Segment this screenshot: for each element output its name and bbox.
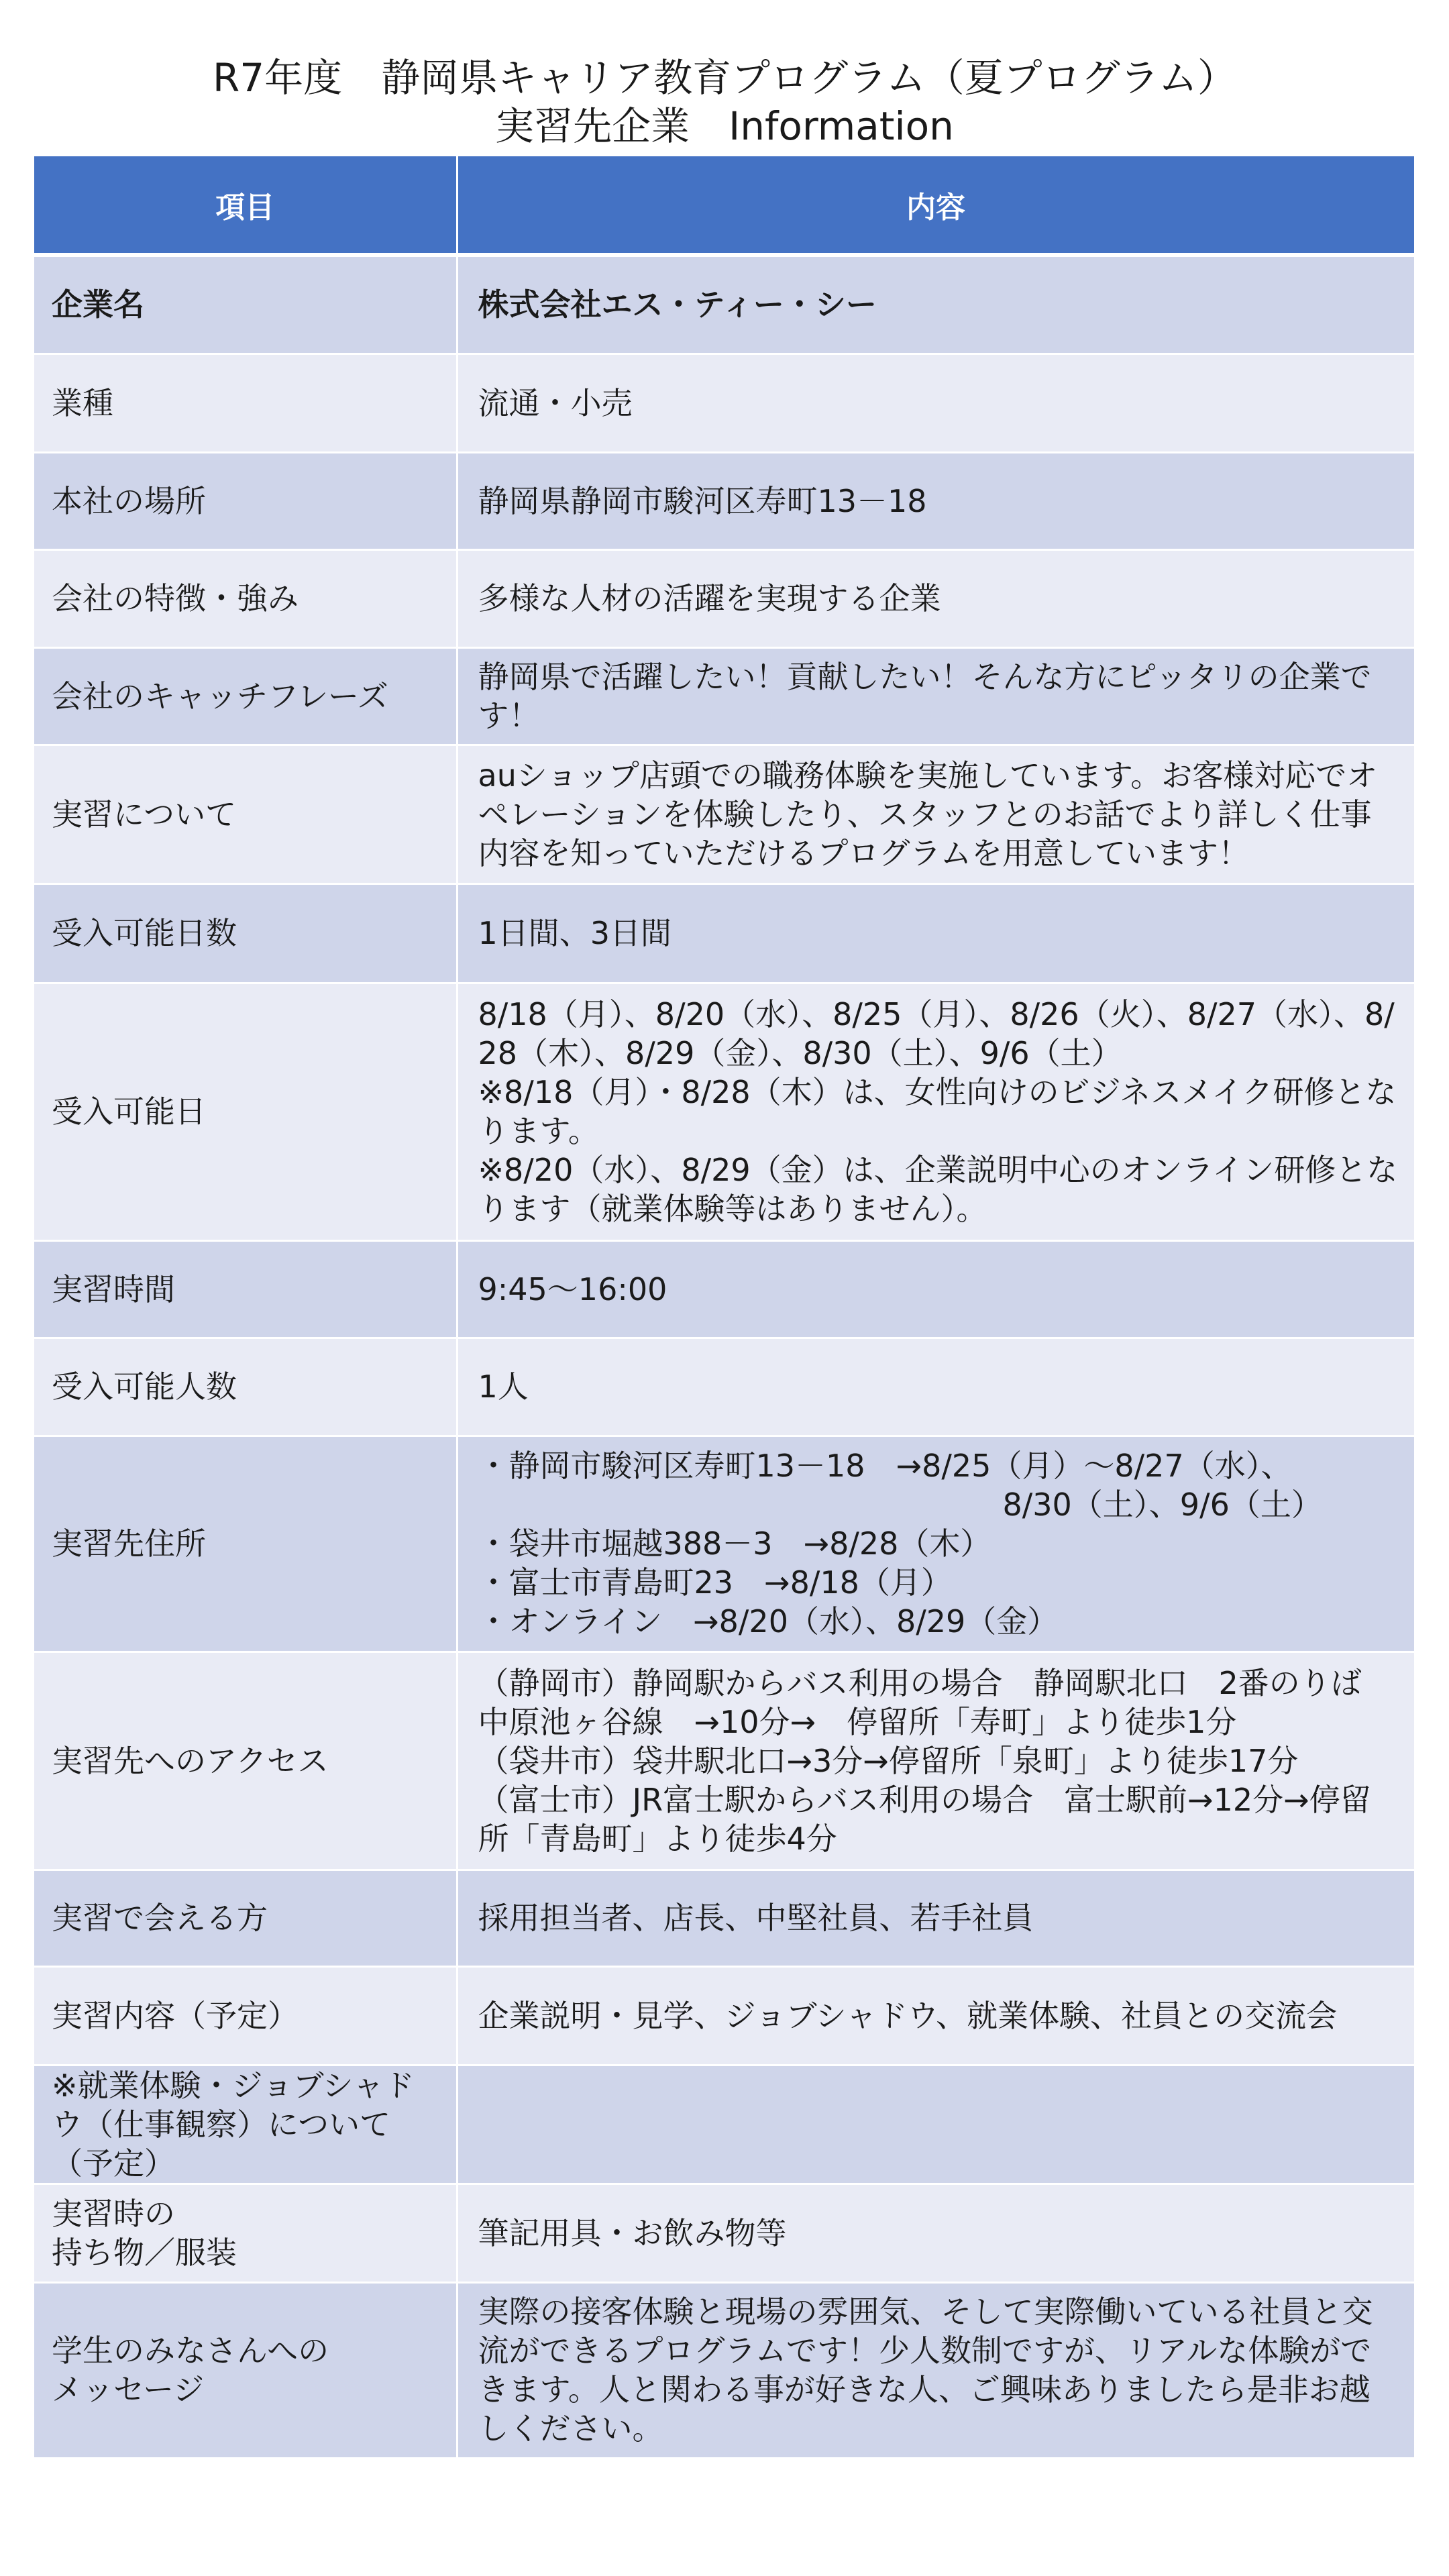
table-row: [34, 647, 1415, 745]
table-row: [34, 1436, 1415, 1652]
row-value-line: 株式会社エス・ティー・シー: [478, 286, 877, 323]
row-value-line: 静岡県で活躍したい！貢献したい！そんな方にピッタリの企業です！: [478, 658, 1372, 734]
row-label: [34, 549, 457, 647]
row-value-line: （静岡市）静岡駅からバス利用の場合 静岡駅北口 2番のりば 中原池ヶ谷線 →10分→ 停留所「寿町」より徒歩1分: [478, 1664, 1393, 1740]
row-value-line: 静岡県静岡市駿河区寿町13－18: [478, 482, 927, 519]
table-row: [34, 1870, 1415, 1966]
row-label-text: 会社のキャッチフレーズ: [52, 678, 388, 714]
row-value-line: （袋井市）袋井駅北口→3分→停留所「泉町」より徒歩17分: [478, 1742, 1299, 1779]
row-value: [457, 255, 1415, 354]
row-value: [457, 745, 1415, 883]
row-label: [34, 983, 457, 1240]
row-label-text: 実習先住所: [52, 1525, 206, 1562]
row-label-text: 本社の場所: [52, 482, 206, 519]
row-value-line: ・富士市青島町23 →8/18（月）: [478, 1564, 952, 1601]
row-label-text: 実習時の 持ち物／服装: [52, 2195, 237, 2271]
page-title: [0, 54, 1449, 150]
row-value-line: ※8/18（月）・8/28（木）は、女性向けのビジネスメイク研修となります。: [478, 1074, 1397, 1149]
title-line-2: 実習先企業 Information: [495, 103, 954, 149]
table-row: [34, 1240, 1415, 1338]
row-value: [457, 2065, 1415, 2184]
row-value-line: ・オンライン →8/20（水）、8/29（金）: [478, 1603, 1059, 1640]
row-value: [457, 1436, 1415, 1652]
row-value-line: ※8/20（水）、8/29（金）は、企業説明中心のオンライン研修となります（就業体験等はありません）。: [478, 1152, 1398, 1227]
row-label-text: 実習で会える方: [52, 1900, 268, 1936]
row-value: [457, 1240, 1415, 1338]
row-value-line: 8/30（土）、9/6（土）: [478, 1487, 1322, 1523]
row-label-text: 実習時間: [52, 1271, 175, 1307]
row-value: [457, 647, 1415, 745]
row-label: [34, 1966, 457, 2065]
row-label: [34, 647, 457, 745]
row-label: [34, 2184, 457, 2282]
row-label: [34, 1240, 457, 1338]
row-value-line: auショップ店頭での職務体験を実施しています。お客様対応でオペレーションを体験したり、スタッフとのお話でより詳しく仕事内容を知っていただけるプログラムを用意しています！: [478, 757, 1378, 871]
row-value-line: 流通・小売: [478, 384, 633, 421]
row-label-text: 学生のみなさんへの メッセージ: [52, 2332, 329, 2408]
row-label-text: 受入可能人数: [52, 1368, 237, 1405]
row-value-line: 8/18（月）、8/20（水）、8/25（月）、8/26（火）、8/27（水）、8/28（木）、8/29（金）、8/30（土）、9/6（土）: [478, 996, 1395, 1071]
company-info-table: [34, 156, 1416, 2459]
row-label-text: 実習先へのアクセス: [52, 1742, 329, 1779]
row-label-text: 実習内容（予定）: [52, 1997, 299, 2034]
row-label: [34, 2282, 457, 2458]
row-value: [457, 883, 1415, 983]
title-line-1: R7年度 静岡県キャリア教育プログラム（夏プログラム）: [212, 55, 1237, 101]
row-value: [457, 2184, 1415, 2282]
row-label-text: 受入可能日: [52, 1093, 206, 1130]
table-row: [34, 354, 1415, 452]
row-label-text: 実習について: [52, 796, 237, 833]
row-value: [457, 983, 1415, 1240]
row-value: [457, 452, 1415, 549]
row-value-line: 多様な人材の活躍を実現する企業: [478, 580, 941, 616]
row-value: [457, 354, 1415, 452]
table-row: [34, 549, 1415, 647]
row-value-line: 9:45～16:00: [478, 1271, 667, 1307]
table-row: [34, 983, 1415, 1240]
table-row: [34, 1652, 1415, 1870]
row-label-text: 受入可能日数: [52, 915, 237, 951]
table-row: [34, 2065, 1415, 2184]
row-label: [34, 255, 457, 354]
row-value-line: 企業説明・見学、ジョブシャドウ、就業体験、社員との交流会: [478, 1997, 1338, 2034]
table-row: [34, 2282, 1415, 2458]
row-value-line: （富士市）JR富士駅からバス利用の場合 富士駅前→12分→停留所「青島町」より徒歩4分: [478, 1781, 1371, 1857]
row-value-line: ・袋井市堀越388－3 →8/28（木）: [478, 1525, 991, 1562]
row-label: [34, 1870, 457, 1966]
row-label: [34, 452, 457, 549]
row-label: [34, 1436, 457, 1652]
table-row: [34, 452, 1415, 549]
table-row: [34, 2184, 1415, 2282]
row-value-line: ・静岡市駿河区寿町13－18 →8/25（月）～8/27（水）、: [478, 1448, 1292, 1484]
row-label-text: 業種: [52, 384, 113, 421]
row-value: [457, 1338, 1415, 1436]
table-row: [34, 883, 1415, 983]
row-value-line: 1人: [478, 1368, 529, 1405]
row-value-line: 筆記用具・お飲み物等: [478, 2214, 787, 2251]
table-header-row: [34, 156, 1415, 255]
header-content: 内容: [457, 156, 1415, 255]
row-value: [457, 1870, 1415, 1966]
header-item: 項目: [34, 156, 457, 255]
row-label-text: ※就業体験・ジョブシャドウ（仕事観察）について（予定）: [52, 2067, 415, 2182]
row-label: [34, 883, 457, 983]
row-label: [34, 745, 457, 883]
row-label: [34, 1338, 457, 1436]
row-value: [457, 1966, 1415, 2065]
row-value: [457, 549, 1415, 647]
row-value: [457, 2282, 1415, 2458]
table-body: [34, 255, 1415, 2458]
row-label-text: 会社の特徴・強み: [52, 580, 299, 616]
table-row: [34, 745, 1415, 883]
row-value-line: 1日間、3日間: [478, 915, 672, 951]
table-row: [34, 255, 1415, 354]
table-row: [34, 1966, 1415, 2065]
row-label: [34, 2065, 457, 2184]
row-label-text: 企業名: [52, 286, 144, 323]
row-value-line: 実際の接客体験と現場の雰囲気、そして実際働いている社員と交流ができるプログラムです！少人数制ですが、リアルな体験ができます。人と関わる事が好きな人、ご興味ありましたら是非お越しください。: [478, 2294, 1373, 2447]
table-row: [34, 1338, 1415, 1436]
row-value: [457, 1652, 1415, 1870]
row-value-line: 採用担当者、店長、中堅社員、若手社員: [478, 1900, 1034, 1936]
row-label: [34, 354, 457, 452]
row-label: [34, 1652, 457, 1870]
